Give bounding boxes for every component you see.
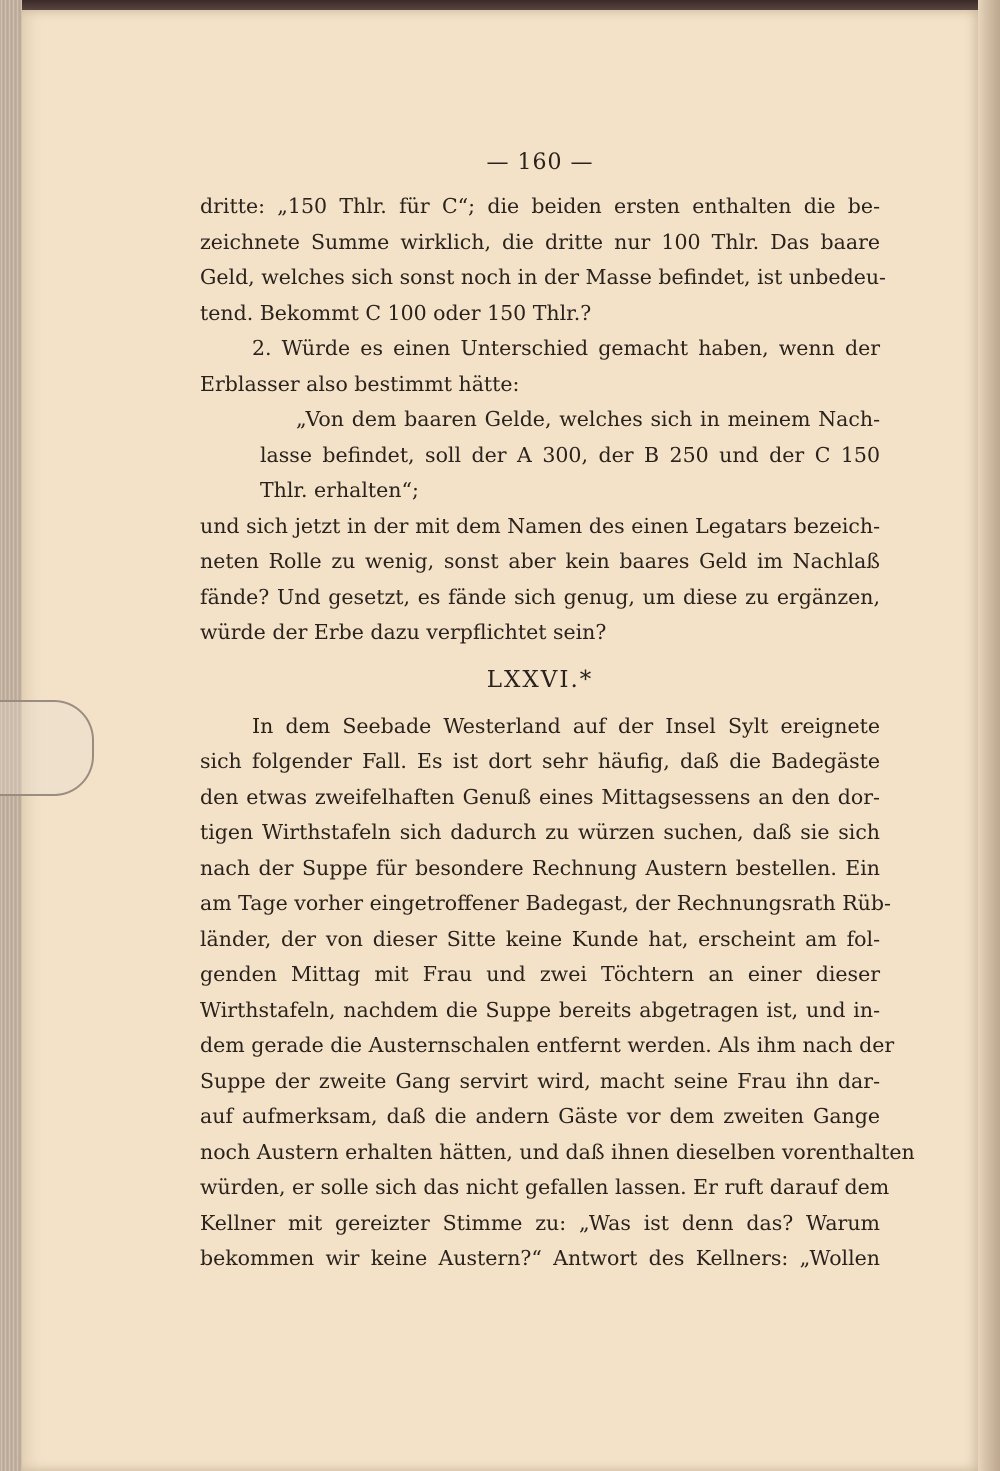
text-line: bekommen wir keine Austern?“ Antwort des Kellners: „Wollen: [200, 1246, 880, 1270]
page-number: — 160 —: [486, 150, 594, 175]
text-line: genden Mittag mit Frau und zwei Töchtern an einer dieser: [200, 962, 880, 986]
text-line: dritte: „150 Thlr. für C“; die beiden ersten enthalten die be-: [200, 194, 880, 218]
text-block: [200, 150, 915, 1277]
text-line: Kellner mit gereizter Stimme zu: „Was ist denn das? Warum: [200, 1210, 880, 1235]
text-line: fände? Und gesetzt, es fände sich genug, um diese zu ergänzen,: [200, 584, 880, 609]
text-line: 2. Würde es einen Unterschied gemacht haben, wenn der: [252, 336, 880, 360]
text-line: am Tage vorher eingetroffener Badegast, der Rechnungsrath Rüb-: [200, 891, 891, 915]
text-line: In dem Seebade Westerland auf der Insel Sylt ereignete: [252, 713, 880, 738]
text-line: Geld, welches sich sonst noch in der Masse befindet, ist unbedeu-: [200, 265, 886, 289]
text-line: Erblasser also bestimmt hätte:: [200, 371, 520, 396]
quote-line: lasse befindet, soll der A 300, der B 250 und der C 150: [260, 442, 880, 467]
text-line: und sich jetzt in der mit dem Namen des einen Legatars bezeich-: [200, 513, 880, 538]
text-line: neten Rolle zu wenig, sonst aber kein baares Geld im Nachlaß: [200, 549, 880, 573]
text-line: Wirthstafeln, nachdem die Suppe bereits abgetragen ist, und in-: [200, 997, 880, 1022]
section-heading: LXXVI.*: [486, 666, 594, 693]
text-line: tend. Bekommt C 100 oder 150 Thlr.?: [200, 300, 592, 325]
text-line: sich folgender Fall. Es ist dort sehr häufig, daß die Badegäste: [200, 749, 880, 773]
text-line: den etwas zweifelhaften Genuß eines Mittagsessens an den dor-: [200, 784, 880, 809]
text-line: länder, der von dieser Sitte keine Kunde hat, erscheint am fol-: [200, 926, 880, 951]
text-line: zeichnete Summe wirklich, die dritte nur 100 Thlr. Das baare: [200, 229, 880, 254]
text-line: noch Austern erhalten hätten, und daß ihnen dieselben vorenthalten: [200, 1139, 915, 1164]
right-page-edge: [978, 0, 1000, 1471]
quote-line: Thlr. erhalten“;: [260, 478, 419, 502]
bookmark-tab: [0, 700, 94, 796]
text-line: würde der Erbe dazu verpflichtet sein?: [200, 620, 607, 644]
text-line: nach der Suppe für besondere Rechnung Austern bestellen. Ein: [200, 855, 880, 880]
text-line: dem gerade die Austernschalen entfernt werden. Als ihm nach der: [200, 1033, 895, 1057]
text-line: auf aufmerksam, daß die andern Gäste vor dem zweiten Gange: [200, 1104, 880, 1128]
text-line: Suppe der zweite Gang servirt wird, macht seine Frau ihn dar-: [200, 1068, 880, 1093]
text-line: würden, er solle sich das nicht gefallen lassen. Er ruft darauf dem: [200, 1175, 890, 1199]
quote-line: „Von dem baaren Gelde, welches sich in meinem Nach-: [296, 407, 880, 431]
text-line: tigen Wirthstafeln sich dadurch zu würzen suchen, daß sie sich: [200, 820, 880, 844]
